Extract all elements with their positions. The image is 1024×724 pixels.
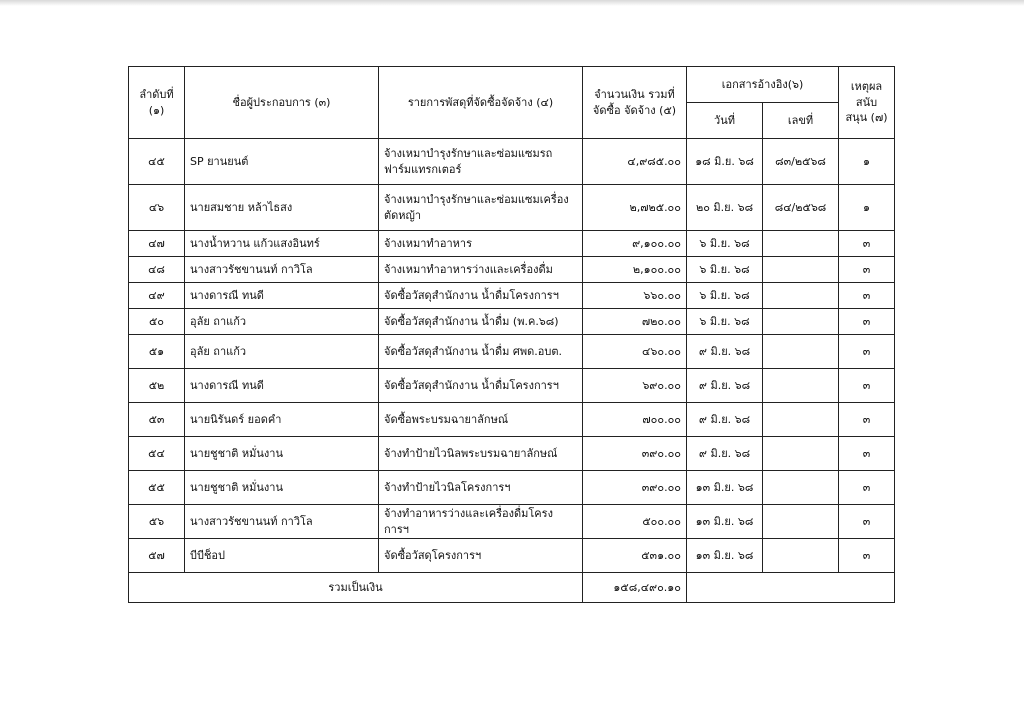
header-number: เลขที่ (763, 103, 839, 139)
header-vendor: ชื่อผู้ประกอบการ (๓) (185, 67, 379, 139)
cell-reason: ๓ (839, 369, 895, 403)
cell-date: ๖ มิ.ย. ๖๘ (687, 309, 763, 335)
cell-seq: ๕๓ (129, 403, 185, 437)
cell-amount: ๖๙๐.๐๐ (583, 369, 687, 403)
cell-date: ๙ มิ.ย. ๖๘ (687, 403, 763, 437)
cell-seq: ๕๑ (129, 335, 185, 369)
cell-seq: ๕๒ (129, 369, 185, 403)
header-item: รายการพัสดุที่จัดซื้อจัดจ้าง (๔) (379, 67, 583, 139)
table-row (129, 231, 895, 257)
cell-amount: ๔,๙๘๕.๐๐ (583, 139, 687, 185)
cell-seq: ๕๐ (129, 309, 185, 335)
total-empty-cell (687, 573, 895, 603)
cell-item: จ้างเหมาทำอาหาร (379, 231, 583, 257)
table-row (129, 257, 895, 283)
cell-item: จัดซื้อวัสดุสำนักงาน น้ำดื่ม (พ.ค.๖๘) (379, 309, 583, 335)
cell-date: ๙ มิ.ย. ๖๘ (687, 369, 763, 403)
cell-amount: ๕๓๑.๐๐ (583, 539, 687, 573)
cell-number (763, 309, 839, 335)
table-row (129, 437, 895, 471)
cell-vendor: นายนิรันดร์ ยอดคำ (185, 403, 379, 437)
cell-item: จ้างทำป้ายไวนิลโครงการฯ (379, 471, 583, 505)
cell-item: จัดซื้อวัสดุโครงการฯ (379, 539, 583, 573)
cell-reason: ๓ (839, 231, 895, 257)
cell-reason: ๓ (839, 309, 895, 335)
cell-vendor: นางสาวรัชขานนท์ กาวิโล (185, 505, 379, 539)
scan-edge-shadow (0, 0, 1024, 6)
cell-reason: ๑ (839, 185, 895, 231)
cell-number: ๘๓/๒๕๖๘ (763, 139, 839, 185)
cell-amount: ๗๒๐.๐๐ (583, 309, 687, 335)
table-row (129, 309, 895, 335)
cell-number (763, 437, 839, 471)
cell-amount: ๕๐๐.๐๐ (583, 505, 687, 539)
cell-seq: ๔๘ (129, 257, 185, 283)
cell-vendor: นายสมชาย หล้าไธสง (185, 185, 379, 231)
table-body (129, 139, 895, 573)
cell-vendor: อุลัย ถาแก้ว (185, 335, 379, 369)
cell-amount: ๖๖๐.๐๐ (583, 283, 687, 309)
cell-item: จ้างเหมาบำรุงรักษาและซ่อมแซมรถฟาร์มแทรกเตอร์ (379, 139, 583, 185)
table-row (129, 283, 895, 309)
header-ref-doc: เอกสารอ้างอิง(๖) (687, 67, 839, 103)
cell-date: ๖ มิ.ย. ๖๘ (687, 231, 763, 257)
cell-seq: ๔๕ (129, 139, 185, 185)
cell-amount: ๓๙๐.๐๐ (583, 471, 687, 505)
cell-amount: ๙,๑๐๐.๐๐ (583, 231, 687, 257)
cell-item: จ้างทำอาหารว่างและเครื่องดื่มโครงการฯ (379, 505, 583, 539)
table-row (129, 471, 895, 505)
cell-vendor: อุลัย ถาแก้ว (185, 309, 379, 335)
total-label: รวมเป็นเงิน (129, 573, 583, 603)
cell-date: ๖ มิ.ย. ๖๘ (687, 257, 763, 283)
cell-item: จัดซื้อวัสดุสำนักงาน น้ำดื่มโครงการฯ (379, 369, 583, 403)
cell-number: ๘๔/๒๕๖๘ (763, 185, 839, 231)
cell-reason: ๓ (839, 257, 895, 283)
cell-reason: ๓ (839, 471, 895, 505)
cell-date: ๑๓ มิ.ย. ๖๘ (687, 505, 763, 539)
cell-seq: ๕๖ (129, 505, 185, 539)
table-row (129, 369, 895, 403)
cell-amount: ๔๖๐.๐๐ (583, 335, 687, 369)
cell-seq: ๕๗ (129, 539, 185, 573)
cell-number (763, 257, 839, 283)
total-amount: ๑๕๘,๔๙๐.๑๐ (583, 573, 687, 603)
cell-item: จ้างเหมาบำรุงรักษาและซ่อมแซมเครื่องตัดหญ้า (379, 185, 583, 231)
header-amount: จำนวนเงิน รวมที่ จัดซื้อ จัดจ้าง (๕) (583, 67, 687, 139)
cell-vendor: นางน้ำหวาน แก้วแสงอินทร์ (185, 231, 379, 257)
table-row (129, 335, 895, 369)
cell-reason: ๓ (839, 505, 895, 539)
header-date: วันที่ (687, 103, 763, 139)
header-seq: ลำดับที่ (๑) (129, 67, 185, 139)
cell-number (763, 505, 839, 539)
cell-number (763, 403, 839, 437)
cell-number (763, 369, 839, 403)
cell-date: ๖ มิ.ย. ๖๘ (687, 283, 763, 309)
cell-reason: ๓ (839, 335, 895, 369)
cell-seq: ๔๗ (129, 231, 185, 257)
cell-reason: ๑ (839, 139, 895, 185)
cell-vendor: นางดารณี ทนดี (185, 283, 379, 309)
cell-number (763, 335, 839, 369)
cell-date: ๑๓ มิ.ย. ๖๘ (687, 539, 763, 573)
cell-seq: ๔๙ (129, 283, 185, 309)
cell-item: จ้างเหมาทำอาหารว่างและเครื่องดื่ม (379, 257, 583, 283)
cell-vendor: นางสาวรัชขานนท์ กาวิโล (185, 257, 379, 283)
table-row (129, 505, 895, 539)
cell-amount: ๗๐๐.๐๐ (583, 403, 687, 437)
cell-seq: ๔๖ (129, 185, 185, 231)
cell-vendor: SP ยานยนต์ (185, 139, 379, 185)
cell-vendor: บีบีช็อป (185, 539, 379, 573)
cell-seq: ๕๕ (129, 471, 185, 505)
cell-item: จัดซื้อพระบรมฉายาลักษณ์ (379, 403, 583, 437)
table-row (129, 539, 895, 573)
cell-number (763, 471, 839, 505)
total-row (129, 573, 895, 603)
cell-reason: ๓ (839, 283, 895, 309)
cell-vendor: นายชูชาติ หมั่นงาน (185, 471, 379, 505)
cell-date: ๑๘ มิ.ย. ๖๘ (687, 139, 763, 185)
cell-seq: ๕๔ (129, 437, 185, 471)
table-row (129, 403, 895, 437)
table-row (129, 139, 895, 185)
cell-number (763, 283, 839, 309)
cell-vendor: นายชูชาติ หมั่นงาน (185, 437, 379, 471)
cell-amount: ๒,๑๐๐.๐๐ (583, 257, 687, 283)
cell-vendor: นางดารณี ทนดี (185, 369, 379, 403)
cell-reason: ๓ (839, 437, 895, 471)
cell-date: ๑๓ มิ.ย. ๖๘ (687, 471, 763, 505)
cell-item: จัดซื้อวัสดุสำนักงาน น้ำดื่ม ศพด.อบต. (379, 335, 583, 369)
table-row (129, 185, 895, 231)
cell-number (763, 231, 839, 257)
cell-amount: ๒,๗๒๕.๐๐ (583, 185, 687, 231)
cell-item: จ้างทำป้ายไวนิลพระบรมฉายาลักษณ์ (379, 437, 583, 471)
cell-date: ๙ มิ.ย. ๖๘ (687, 437, 763, 471)
header-reason: เหตุผล สนับ สนุน (๗) (839, 67, 895, 139)
cell-item: จัดซื้อวัสดุสำนักงาน น้ำดื่มโครงการฯ (379, 283, 583, 309)
cell-number (763, 539, 839, 573)
procurement-table (128, 66, 895, 603)
cell-reason: ๓ (839, 539, 895, 573)
cell-date: ๒๐ มิ.ย. ๖๘ (687, 185, 763, 231)
cell-amount: ๓๙๐.๐๐ (583, 437, 687, 471)
cell-date: ๙ มิ.ย. ๖๘ (687, 335, 763, 369)
cell-reason: ๓ (839, 403, 895, 437)
